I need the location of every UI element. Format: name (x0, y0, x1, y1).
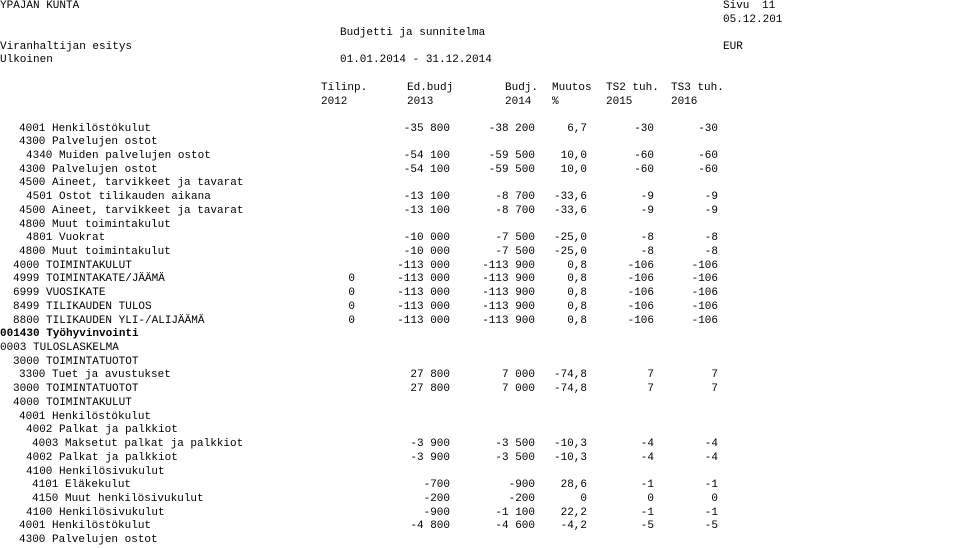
cell-ts3: -106 (691, 273, 718, 286)
cell-ts2: -106 (627, 314, 654, 327)
cell-ts3: -106 (691, 259, 718, 272)
cell-ed-budj: -3 900 (410, 438, 450, 451)
cell-muutos: 0,8 (567, 259, 587, 272)
row-label: 4100 Henkilösivukulut (26, 465, 165, 478)
cell-ts3: -5 (704, 520, 718, 533)
cell-budj: -113 900 (482, 300, 535, 313)
row-label: 4150 Muut henkilösivukulut (32, 492, 204, 505)
cell-budj: -3 500 (495, 438, 535, 451)
table-row (0, 534, 960, 548)
row-label: 4001 Henkilöstökulut (19, 410, 152, 423)
row-label: 4001 Henkilöstökulut (19, 122, 152, 135)
cell-ed-budj: -113 000 (397, 287, 450, 300)
cell-ed-budj: -200 (423, 492, 450, 505)
column-header-year: 2014 (505, 96, 532, 108)
organization-name: YPÄJÄN KUNTA (0, 0, 80, 12)
cell-budj: -8 700 (495, 191, 535, 204)
cell-tilinp: 0 (348, 287, 355, 300)
row-label: 4101 Eläkekulut (32, 479, 132, 492)
report-view: Viranhaltijan esitys (0, 41, 133, 53)
table-row (0, 315, 960, 329)
row-label: 3000 TOIMINTATUOTOT (13, 383, 139, 396)
row-label: 4001 Henkilöstökulut (19, 520, 152, 533)
column-header-label: Muutos (552, 82, 592, 94)
cell-ts3: -4 (704, 451, 718, 464)
cell-ts2: -9 (640, 191, 654, 204)
cell-budj: -113 900 (482, 287, 535, 300)
table-row (0, 150, 960, 164)
cell-ts2: -60 (634, 149, 654, 162)
cell-budj: -1 100 (495, 506, 535, 519)
row-label: 4340 Muiden palvelujen ostot (26, 149, 211, 162)
column-header-year: 2015 (606, 96, 633, 108)
cell-ts2: 7 (647, 383, 654, 396)
table-row (0, 342, 960, 356)
cell-muutos: 0,8 (567, 300, 587, 313)
cell-muutos: 0,8 (567, 314, 587, 327)
cell-ts3: -8 (704, 232, 718, 245)
row-label: 3300 Tuet ja avustukset (19, 369, 171, 382)
cell-tilinp: 0 (348, 273, 355, 286)
cell-muutos: 0 (580, 492, 587, 505)
row-label: 8800 TILIKAUDEN YLI-/ALIJÄÄMÄ (13, 314, 205, 327)
row-label: 4501 Ostot tilikauden aikana (26, 191, 211, 204)
table-row (0, 301, 960, 315)
cell-ed-budj: -10 000 (403, 245, 450, 258)
table-row (0, 520, 960, 534)
table-row (0, 205, 960, 219)
cell-muutos: -74,8 (553, 369, 587, 382)
cell-ts3: -106 (691, 300, 718, 313)
cell-ts3: -60 (698, 149, 718, 162)
cell-ts2: -30 (634, 122, 654, 135)
cell-muutos: 0,8 (567, 273, 587, 286)
cell-muutos: 28,6 (560, 479, 587, 492)
cell-ts3: 0 (711, 492, 718, 505)
row-label: 4000 TOIMINTAKULUT (13, 259, 132, 272)
table-row (0, 452, 960, 466)
cell-budj: -8 700 (495, 204, 535, 217)
table-row (0, 164, 960, 178)
table-row (0, 273, 960, 287)
cell-budj: -38 200 (488, 122, 535, 135)
row-label: 4800 Muut toimintakulut (19, 218, 171, 231)
report-date: 05.12.201 (723, 14, 783, 26)
column-header-year: 2012 (321, 96, 348, 108)
cell-ed-budj: 27 800 (410, 383, 450, 396)
cell-budj: -113 900 (482, 314, 535, 327)
cell-budj: -59 500 (488, 163, 535, 176)
cell-ts3: -106 (691, 314, 718, 327)
cell-ts3: -9 (704, 204, 718, 217)
cell-ed-budj: -700 (423, 479, 450, 492)
cell-muutos: -10,3 (553, 438, 587, 451)
table-row (0, 136, 960, 150)
cell-budj: -900 (508, 479, 535, 492)
table-row (0, 369, 960, 383)
column-header-label: Tilinp. (321, 82, 368, 94)
cell-muutos: 0,8 (567, 287, 587, 300)
cell-ts2: -8 (640, 232, 654, 245)
column-header-year: % (552, 96, 559, 108)
cell-ts2: -4 (640, 438, 654, 451)
row-label: 4003 Maksetut palkat ja palkkiot (32, 438, 244, 451)
cell-ed-budj: -113 000 (397, 300, 450, 313)
cell-ts2: -1 (640, 506, 654, 519)
cell-ts2: -106 (627, 273, 654, 286)
table-row (0, 383, 960, 397)
cell-ed-budj: -54 100 (403, 163, 450, 176)
cell-ts2: -4 (640, 451, 654, 464)
cell-ts3: -4 (704, 438, 718, 451)
cell-ed-budj: 27 800 (410, 369, 450, 382)
cell-tilinp: 0 (348, 300, 355, 313)
row-label: 4800 Muut toimintakulut (19, 245, 171, 258)
table-row (0, 260, 960, 274)
cell-muutos: 10,0 (560, 149, 587, 162)
cell-muutos: 6,7 (567, 122, 587, 135)
table-row (0, 232, 960, 246)
row-label: 4300 Palvelujen ostot (19, 136, 158, 149)
cell-budj: -113 900 (482, 273, 535, 286)
table-row (0, 411, 960, 425)
cell-budj: -7 500 (495, 245, 535, 258)
row-label: 3000 TOIMINTATUOTOT (13, 355, 139, 368)
cell-ed-budj: -54 100 (403, 149, 450, 162)
page-label: Sivu (723, 0, 750, 12)
table-row (0, 177, 960, 191)
row-label: 4100 Henkilösivukulut (26, 506, 165, 519)
cell-ts3: -106 (691, 287, 718, 300)
row-label: 001430 Työhyvinvointi (0, 328, 139, 341)
cell-muutos: -25,0 (553, 245, 587, 258)
cell-ed-budj: -35 800 (403, 122, 450, 135)
cell-ed-budj: -113 000 (397, 259, 450, 272)
cell-ts2: -106 (627, 259, 654, 272)
cell-budj: -4 600 (495, 520, 535, 533)
row-label: 4801 Vuokrat (26, 232, 106, 245)
table-row (0, 438, 960, 452)
report-period: 01.01.2014 - 31.12.2014 (340, 54, 492, 66)
cell-budj: -7 500 (495, 232, 535, 245)
row-label: 8499 TILIKAUDEN TULOS (13, 300, 152, 313)
cell-ts2: 0 (647, 492, 654, 505)
column-header-year: 2013 (407, 96, 434, 108)
cell-ts2: -106 (627, 287, 654, 300)
cell-ts3: -30 (698, 122, 718, 135)
column-header-label: TS3 tuh. (671, 82, 724, 94)
cell-ts2: -1 (640, 479, 654, 492)
cell-ts2: -8 (640, 245, 654, 258)
cell-ed-budj: -10 000 (403, 232, 450, 245)
cell-tilinp: 0 (348, 314, 355, 327)
cell-muutos: -10,3 (553, 451, 587, 464)
row-label: 4300 Palvelujen ostot (19, 163, 158, 176)
cell-budj: 7 000 (501, 383, 535, 396)
table-row (0, 191, 960, 205)
cell-ed-budj: -113 000 (397, 273, 450, 286)
row-label: 4002 Palkat ja palkkiot (26, 424, 178, 437)
table-row (0, 287, 960, 301)
table-row (0, 328, 960, 342)
cell-budj: -113 900 (482, 259, 535, 272)
cell-budj: -200 (508, 492, 535, 505)
column-header-label: Ed.budj (407, 82, 454, 94)
row-label: 0003 TULOSLASKELMA (0, 342, 119, 355)
cell-muutos: -25,0 (553, 232, 587, 245)
column-header-year: 2016 (671, 96, 698, 108)
table-row (0, 123, 960, 137)
cell-ts3: -9 (704, 191, 718, 204)
row-label: 4500 Aineet, tarvikkeet ja tavarat (19, 204, 244, 217)
cell-ed-budj: -13 100 (403, 204, 450, 217)
report-scope: Ulkoinen (0, 54, 53, 66)
cell-muutos: -4,2 (560, 520, 587, 533)
cell-ts3: -1 (704, 506, 718, 519)
cell-ed-budj: -13 100 (403, 191, 450, 204)
cell-ts3: -8 (704, 245, 718, 258)
cell-ed-budj: -900 (423, 506, 450, 519)
column-header-label: TS2 tuh. (606, 82, 659, 94)
row-label: 6999 VUOSIKATE (13, 287, 106, 300)
cell-muutos: 10,0 (560, 163, 587, 176)
cell-ed-budj: -4 800 (410, 520, 450, 533)
cell-ts3: 7 (711, 369, 718, 382)
table-row (0, 507, 960, 521)
report-title: Budjetti ja sunnitelma (340, 27, 486, 39)
cell-muutos: -33,6 (553, 191, 587, 204)
cell-ts2: -60 (634, 163, 654, 176)
row-label: 4999 TOIMINTAKATE/JÄÄMÄ (13, 273, 165, 286)
cell-ts2: -106 (627, 300, 654, 313)
table-row (0, 424, 960, 438)
cell-budj: 7 000 (501, 369, 535, 382)
cell-budj: -59 500 (488, 149, 535, 162)
row-label: 4500 Aineet, tarvikkeet ja tavarat (19, 177, 244, 190)
column-header-label: Budj. (505, 82, 539, 94)
cell-ed-budj: -3 900 (410, 451, 450, 464)
cell-ts3: -1 (704, 479, 718, 492)
row-label: 4300 Palvelujen ostot (19, 534, 158, 547)
table-row (0, 466, 960, 480)
cell-budj: -3 500 (495, 451, 535, 464)
cell-ts3: -60 (698, 163, 718, 176)
table-row (0, 219, 960, 233)
cell-muutos: 22,2 (560, 506, 587, 519)
table-row (0, 397, 960, 411)
table-row (0, 356, 960, 370)
cell-ts2: -5 (640, 520, 654, 533)
row-label: 4002 Palkat ja palkkiot (26, 451, 178, 464)
cell-ts2: -9 (640, 204, 654, 217)
cell-muutos: -33,6 (553, 204, 587, 217)
page-number: 11 (762, 0, 776, 12)
cell-muutos: -74,8 (553, 383, 587, 396)
row-label: 4000 TOIMINTAKULUT (13, 396, 132, 409)
table-row (0, 493, 960, 507)
currency-label: EUR (723, 41, 743, 53)
table-row (0, 479, 960, 493)
cell-ts2: 7 (647, 369, 654, 382)
cell-ed-budj: -113 000 (397, 314, 450, 327)
table-row (0, 246, 960, 260)
cell-ts3: 7 (711, 383, 718, 396)
